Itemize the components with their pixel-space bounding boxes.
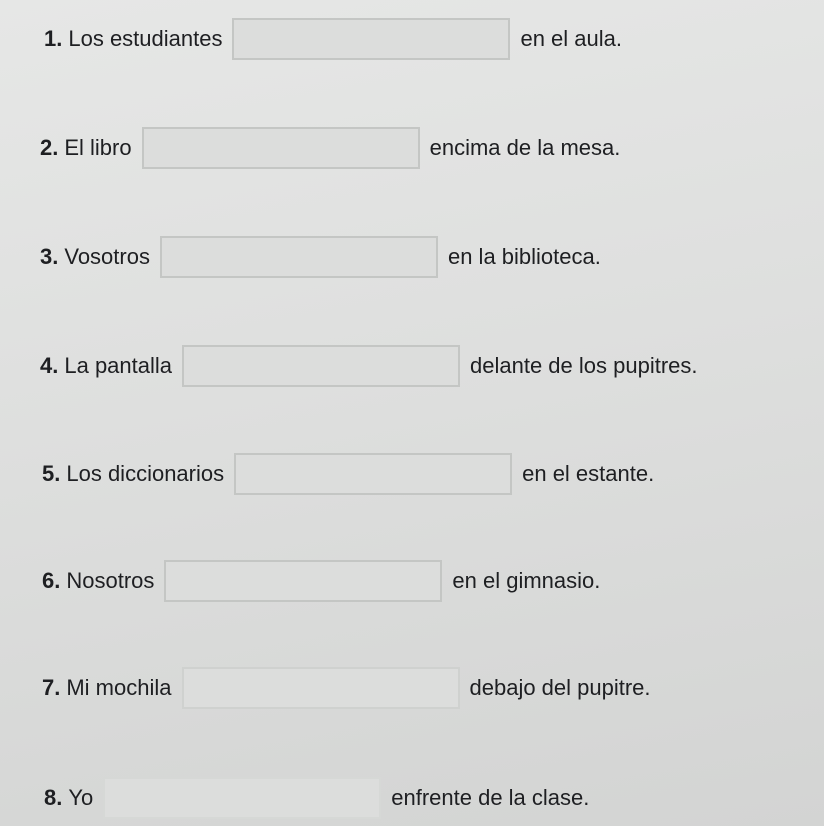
question-subject: Mi mochila xyxy=(66,675,172,700)
question-row-3 xyxy=(40,233,601,281)
question-row-6 xyxy=(42,557,600,605)
question-rest: en el aula. xyxy=(520,26,622,51)
question-number: 5. xyxy=(42,461,61,486)
answer-box-2[interactable] xyxy=(142,127,420,169)
question-number: 3. xyxy=(40,244,59,269)
question-row-2 xyxy=(40,124,620,172)
question-row-4 xyxy=(40,342,698,390)
question-number: 6. xyxy=(42,568,61,593)
question-subject: La pantalla xyxy=(64,353,173,378)
question-rest: en el estante. xyxy=(522,461,655,486)
question-number: 1. xyxy=(44,26,63,51)
answer-box-7[interactable] xyxy=(182,667,460,709)
answer-box-6[interactable] xyxy=(164,560,442,602)
answer-box-5[interactable] xyxy=(234,453,512,495)
question-row-1 xyxy=(44,15,622,63)
question-row-7 xyxy=(42,664,651,712)
question-rest: debajo del pupitre. xyxy=(469,675,651,700)
question-subject: Nosotros xyxy=(66,568,155,593)
answer-box-1[interactable] xyxy=(232,18,510,60)
answer-box-4[interactable] xyxy=(182,345,460,387)
question-rest: en la biblioteca. xyxy=(447,244,601,269)
question-number: 7. xyxy=(42,675,61,700)
question-rest: delante de los pupitres. xyxy=(470,353,698,378)
question-number: 8. xyxy=(44,785,63,810)
question-subject: Yo xyxy=(68,785,94,810)
question-rest: enfrente de la clase. xyxy=(391,785,590,810)
question-subject: Vosotros xyxy=(64,244,150,269)
answer-box-3[interactable] xyxy=(160,236,438,278)
question-number: 4. xyxy=(40,353,59,378)
question-subject: El libro xyxy=(64,135,132,160)
answer-box-8[interactable] xyxy=(103,777,381,819)
question-rest: en el gimnasio. xyxy=(452,568,601,593)
question-row-8 xyxy=(44,774,589,822)
question-subject: Los estudiantes xyxy=(68,26,223,51)
question-row-5 xyxy=(42,450,654,498)
question-number: 2. xyxy=(40,135,59,160)
question-rest: encima de la mesa. xyxy=(429,135,621,160)
question-subject: Los diccionarios xyxy=(66,461,225,486)
